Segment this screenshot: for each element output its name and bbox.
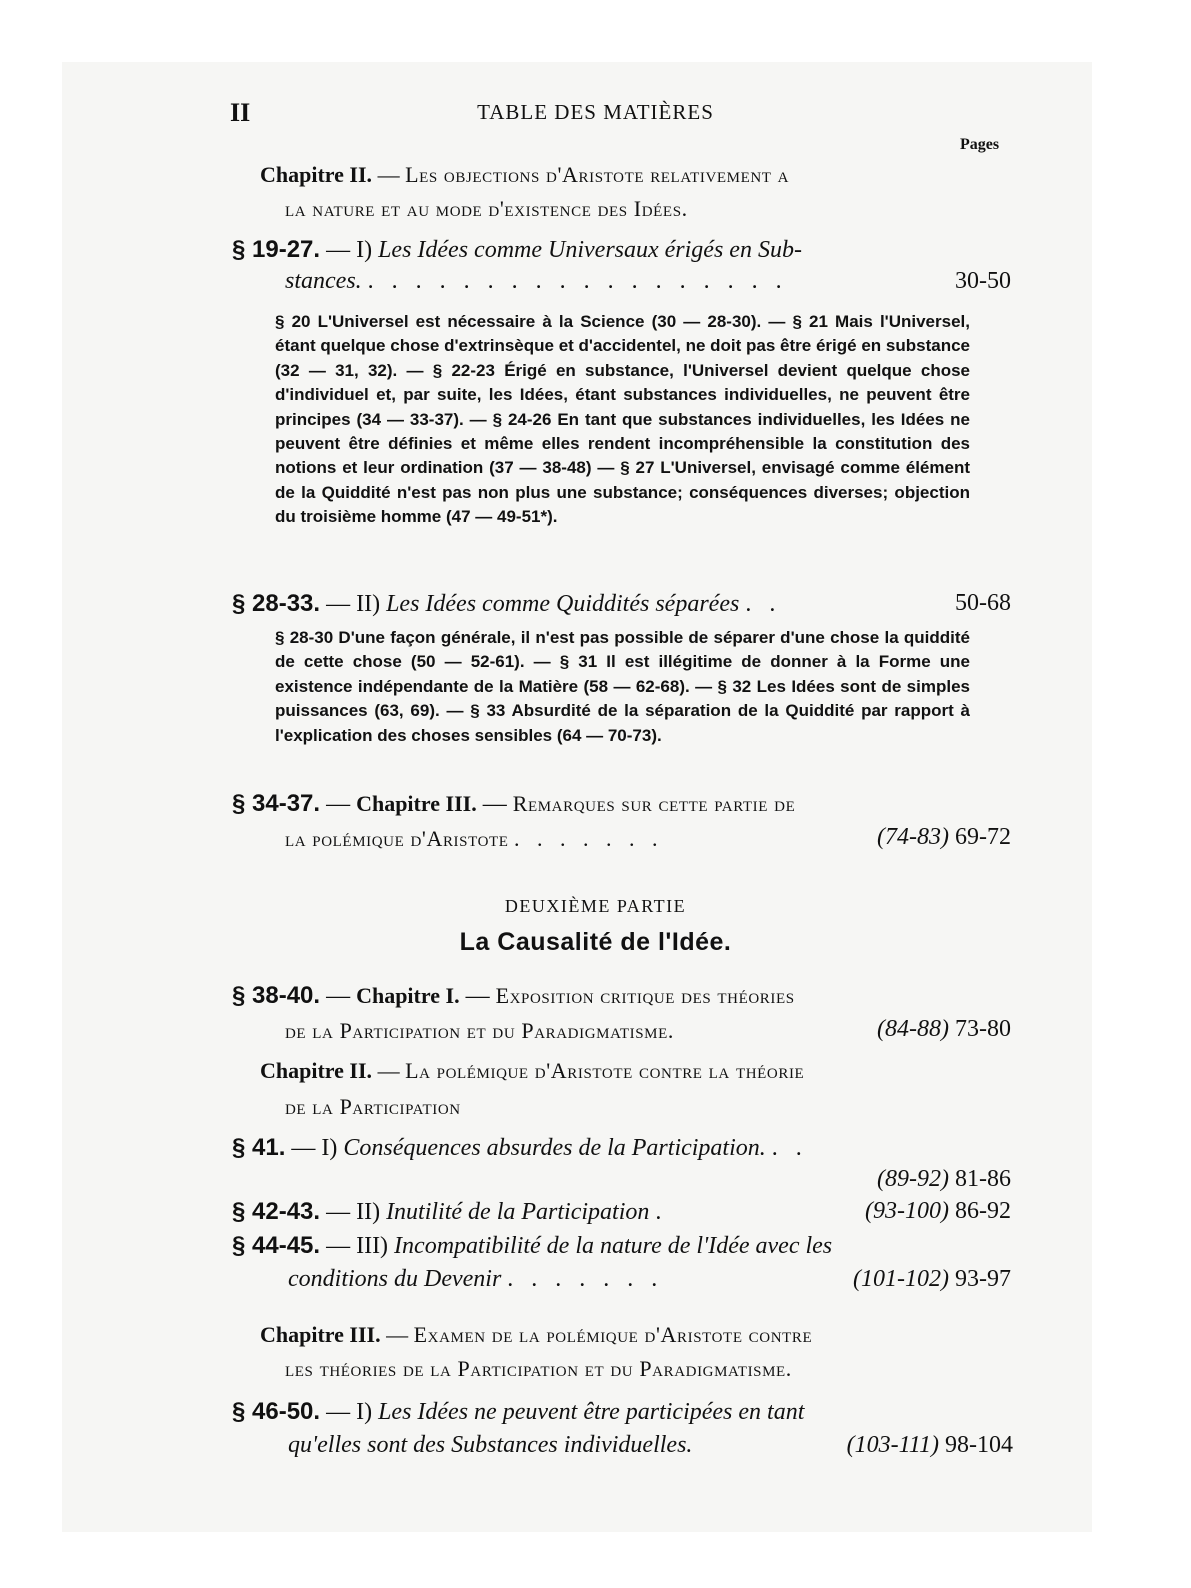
section-title: Exposition critique des théories xyxy=(495,983,795,1008)
section-pages: 86-92 xyxy=(955,1198,1011,1224)
section-refs: (74-83) xyxy=(877,824,949,850)
part-title: La Causalité de l'Idée. xyxy=(459,928,732,956)
section-number: § 41. xyxy=(232,1134,286,1161)
page-number: II xyxy=(230,98,251,127)
section-title: Les Idées comme Quiddités séparées xyxy=(386,591,740,617)
section-number: § 34-37. xyxy=(232,790,321,817)
chapter-title-continued: les théories de la Participation et du Paradigmatisme. xyxy=(285,1356,792,1381)
chapter-label: Chapitre III. xyxy=(260,1322,381,1347)
section-number: § 38-40. xyxy=(232,982,321,1009)
chapter-title-continued: la nature et au mode d'existence des Idées. xyxy=(285,196,688,221)
section-41: § 41. — I) Conséquences absurdes de la Participation. . . xyxy=(232,1134,808,1161)
part-label: DEUXIÈME PARTIE xyxy=(504,896,687,916)
section-title: Remarques sur cette partie de xyxy=(512,791,796,816)
section-number: § 44-45. xyxy=(232,1232,321,1259)
section-pages: 98-104 xyxy=(945,1432,1013,1458)
section-refs-pages xyxy=(877,824,1011,851)
section-34-37: § 34-37. — Chapitre III. — Remarques sur cette partie de xyxy=(232,790,796,817)
section-number: § 19-27. xyxy=(232,236,321,263)
chapter-label: Chapitre II. xyxy=(260,162,373,187)
section-28-33: § 28-33. — II) Les Idées comme Quiddités séparées . . xyxy=(232,590,782,617)
section-number: § 42-43. xyxy=(232,1198,321,1225)
section-title: Les Idées ne peuvent être participées en tant xyxy=(378,1399,805,1425)
section-refs-pages xyxy=(877,1166,1011,1193)
section-title-continued: la polémique d'Aristote . . . . . . . xyxy=(285,826,664,851)
section-refs-pages xyxy=(865,1198,1011,1225)
section-title: Inutilité de la Participation xyxy=(386,1199,650,1225)
section-refs: (101-102) xyxy=(853,1266,949,1292)
section-42-43: § 42-43. — II) Inutilité de la Participation . xyxy=(232,1198,668,1225)
section-pages: 73-80 xyxy=(955,1016,1011,1042)
section-title: Les Idées comme Universaux érigés en Sub- xyxy=(378,237,802,263)
chapter-2b-heading: Chapitre II. — La polémique d'Aristote contre la théorie xyxy=(260,1058,805,1083)
section-pages: 81-86 xyxy=(955,1166,1011,1192)
section-refs: (103-111) xyxy=(846,1432,939,1458)
chapter-title: La polémique d'Aristote contre la théorie xyxy=(405,1058,805,1083)
section-pages: 69-72 xyxy=(955,824,1011,850)
section-refs: (84-88) xyxy=(877,1016,949,1042)
section-19-27: § 19-27. — I) Les Idées comme Universaux érigés en Sub- xyxy=(232,236,802,263)
chapter-title: Les objections d'Aristote relativement a xyxy=(405,162,790,187)
chapter-title-continued: de la Participation xyxy=(285,1094,461,1119)
section-pages: 50-68 xyxy=(955,590,1011,616)
section-title-continued: qu'elles sont des Substances individuelles. xyxy=(288,1432,693,1458)
section-refs-pages xyxy=(847,1432,1013,1459)
section-38-40: § 38-40. — Chapitre I. — Exposition critique des théories xyxy=(232,982,795,1009)
section-title-continued: stances. . . . . . . . . . . . . . . . . . . xyxy=(285,268,788,294)
section-28-summary: § 28-30 D'une façon générale, il n'est pas possible de séparer d'une chose la quiddité de cette chose (50 — 52-61). — § 31 Il est illégitime de donner à la Forme une existence indépendante de la Matière (58 — 62-68). — § 32 Les Idées sont de simples puissances (63, 69). — § 33 Absurdité de la séparation de la Quiddité par rapport à l'explication des choses sensibles (64 — 70-73). xyxy=(275,628,970,745)
section-title-continued: de la Participation et du Paradigmatisme. xyxy=(285,1018,674,1043)
section-refs-pages xyxy=(853,1266,1011,1293)
chapter-label: Chapitre III. xyxy=(356,791,477,816)
section-refs-pages xyxy=(877,1016,1011,1043)
section-44-45: § 44-45. — III) Incompatibilité de la nature de l'Idée avec les xyxy=(232,1232,833,1259)
chapter-label: Chapitre I. xyxy=(356,983,460,1008)
section-refs: (93-100) xyxy=(865,1198,949,1224)
section-number: § 46-50. xyxy=(232,1398,321,1425)
section-pages: 30-50 xyxy=(955,268,1011,294)
section-title-continued: conditions du Devenir . . . . . . . xyxy=(288,1266,664,1292)
section-46-50: § 46-50. — I) Les Idées ne peuvent être participées en tant xyxy=(232,1398,805,1425)
section-number: § 28-33. xyxy=(232,590,321,617)
chapter-title: Examen de la polémique d'Aristote contre xyxy=(413,1322,813,1347)
section-title: Incompatibilité de la nature de l'Idée avec les xyxy=(394,1233,833,1259)
section-pages: 93-97 xyxy=(955,1266,1011,1292)
chapter-2-heading: Chapitre II. — Les objections d'Aristote relativement a xyxy=(260,162,790,187)
page-header-title: TABLE DES MATIÈRES xyxy=(477,100,714,124)
section-title: Conséquences absurdes de la Participation. xyxy=(343,1135,766,1161)
pages-column-label: Pages xyxy=(960,136,1000,153)
chapter-3-heading: Chapitre III. — Examen de la polémique d'Aristote contre xyxy=(260,1322,813,1347)
section-19-summary: § 20 L'Universel est nécessaire à la Science (30 — 28-30). — § 21 Mais l'Universel, étant quelque chose d'extrinsèque et d'accidentel, ne doit pas être érigé en substance (32 — 31, 32). — § 22-23 Érigé en substance, l'Universel devient quelque chose d'individuel et, par suite, les Idées, étant substances individuelles, ne peuvent être principes (34 — 33-37). — § 24-26 En tant que substances individuelles, les Idées ne peuvent être définies et même elles rendent incompréhensible la constitution des notions et leur ordination (37 — 38-48) — § 27 L'Universel, envisagé comme élément de la Quiddité n'est pas non plus une substance; conséquences diverses; objection du troisième homme (47 — 49-51*). xyxy=(275,312,970,527)
chapter-label: Chapitre II. xyxy=(260,1058,373,1083)
section-refs: (89-92) xyxy=(877,1166,949,1192)
